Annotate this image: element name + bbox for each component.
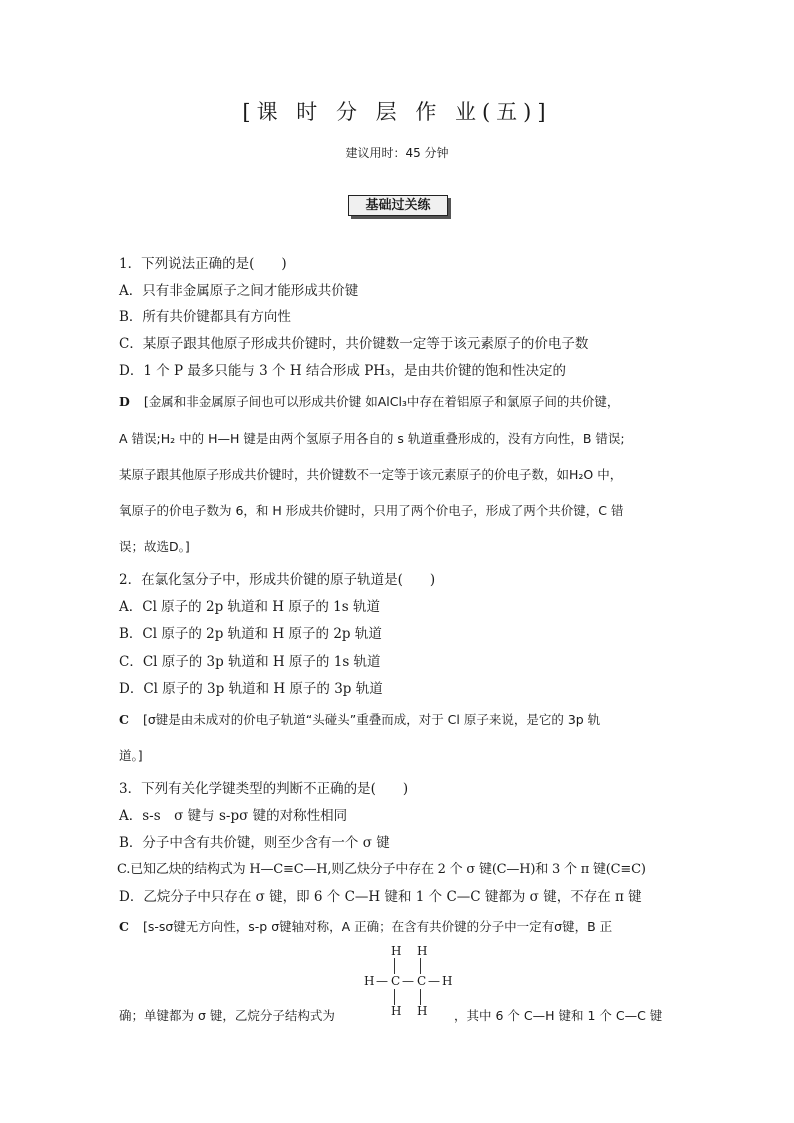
question-1-explanation-line: D [金属和非金属原子间也可以形成共价键 如AlCl₃中存在着铝原子和氯原子间的共价键， (119, 394, 620, 409)
question-3-answer: C (119, 919, 129, 934)
question-1-option-b: B．所有共价键都具有方向性 (119, 309, 291, 325)
question-1-option-c: C．某原子跟其他原子形成共价键时，共价键数一定等于该元素原子的价电子数 (119, 336, 589, 352)
structure-bond (394, 958, 395, 974)
question-2-option-d: D．Cl 原子的 3p 轨道和 H 原子的 3p 轨道 (119, 681, 383, 697)
question-2-explanation-line: 道。] (119, 748, 143, 763)
time-hint: 建议用时：45 分钟 (345, 146, 449, 160)
structure-atom: H (417, 1004, 428, 1018)
structure-bond (394, 989, 395, 1005)
structure-atom: C (391, 974, 401, 988)
question-1-option-a: A．只有非金属原子之间才能形成共价键 (119, 283, 359, 299)
question-3-explanation-line: 确；单键都为 σ 键，乙烷分子结构式为 (119, 1008, 335, 1023)
question-2-explanation-line: C [σ键是由未成对的价电子轨道“头碰头”重叠而成，对于 Cl 原子来说，是它的 3p 轨 (119, 712, 601, 727)
question-1-explanation-line: 误；故选D。] (119, 539, 190, 554)
structure-atom: C (417, 974, 427, 988)
question-1-explanation-line: A 错误;H₂ 中的 H—H 键是由两个氢原子用各自的 s 轨道重叠形成的，没有方向性，B 错误; (119, 431, 625, 446)
section-badge: 基础过关练 (348, 195, 448, 216)
question-2-option-c: C．Cl 原子的 3p 轨道和 H 原子的 1s 轨道 (119, 654, 381, 670)
structure-bond: — (402, 974, 414, 988)
question-3-explanation-line: C [s-sσ键无方向性，s-p σ键轴对称，A 正确；在含有共价键的分子中一定有σ键，B 正 (119, 919, 613, 934)
question-1-stem: 1．下列说法正确的是( ) (119, 256, 287, 272)
question-3-option-a: A．s-s σ 键与 s-pσ 键的对称性相同 (119, 808, 348, 824)
question-3-option-b: B．分子中含有共价键，则至少含有一个 σ 键 (119, 835, 390, 851)
structure-atom: H (364, 974, 375, 988)
structure-atom: H (442, 974, 453, 988)
question-3-option-d: D．乙烷分子中只存在 σ 键，即 6 个 C—H 键和 1 个 C—C 键都为 σ 键，不存在 π 键 (119, 889, 642, 905)
structure-bond: — (376, 974, 388, 988)
structure-bond: — (428, 974, 440, 988)
structure-atom: H (391, 944, 402, 958)
question-2-option-a: A．Cl 原子的 2p 轨道和 H 原子的 1s 轨道 (119, 599, 380, 615)
question-3-option-c: C.已知乙炔的结构式为 H—C≡C—H,则乙炔分子中存在 2 个 σ 键(C—H)和 3 个 π 键(C≡C) (117, 862, 646, 877)
structure-bond (420, 958, 421, 974)
structure-atom: H (417, 944, 428, 958)
ethane-structural-formula (362, 944, 462, 1020)
question-2-stem: 2．在氯化氢分子中，形成共价键的原子轨道是( ) (119, 572, 436, 588)
structure-bond (420, 989, 421, 1005)
question-1-explanation-line: 某原子跟其他原子形成共价键时，共价键数不一定等于该元素原子的价电子数，如H₂O 中， (119, 467, 623, 482)
question-1-explanation-line: 氧原子的价电子数为 6，和 H 形成共价键时，只用了两个价电子，形成了两个共价键，C 错 (119, 503, 624, 518)
question-3-explanation-line: ，其中 6 个 C—H 键和 1 个 C—C 键 (454, 1008, 663, 1023)
page-title: [课 时 分 层 作 业(五)] (242, 100, 552, 124)
question-1-answer: D (119, 394, 130, 409)
question-2-answer: C (119, 712, 129, 727)
question-1-option-d: D．1 个 P 最多只能与 3 个 H 结合形成 PH₃，是由共价键的饱和性决定的 (119, 363, 566, 379)
question-2-option-b: B．Cl 原子的 2p 轨道和 H 原子的 2p 轨道 (119, 626, 382, 642)
structure-atom: H (391, 1004, 402, 1018)
question-3-stem: 3．下列有关化学键类型的判断不正确的是( ) (119, 781, 409, 797)
